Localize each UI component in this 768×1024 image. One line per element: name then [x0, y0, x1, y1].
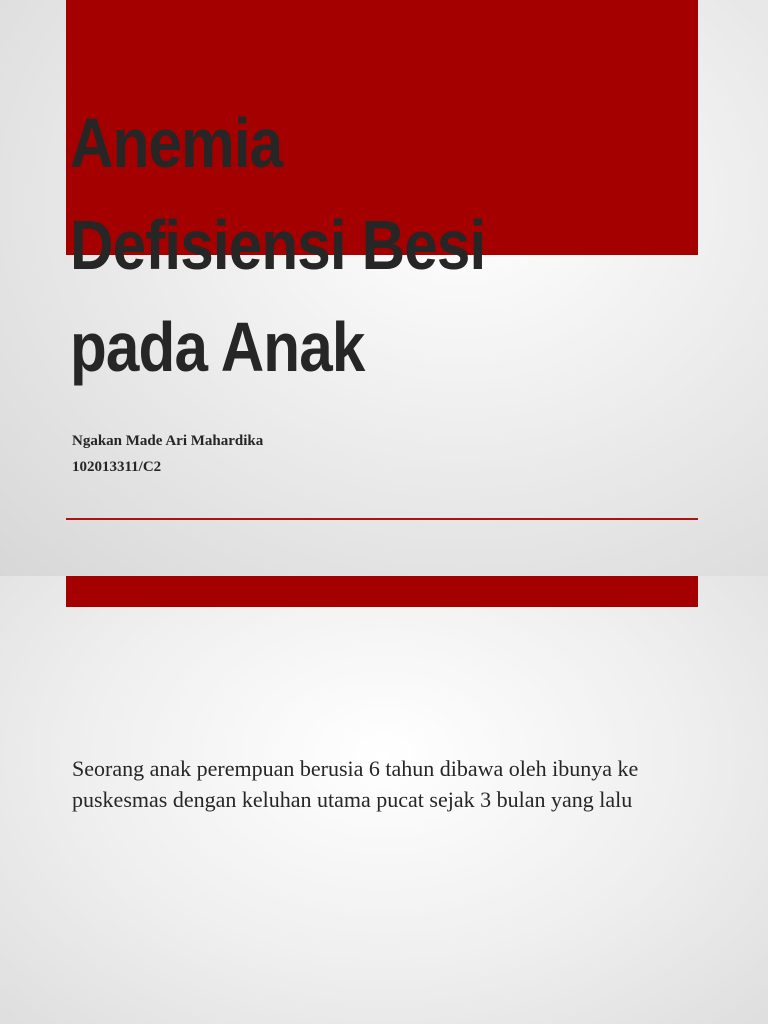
- slide-body-text: Seorang anak perempuan berusia 6 tahun dibawa oleh ibunya ke puskesmas dengan keluhan utama pucat sejak 3 bulan yang lalu: [72, 756, 639, 812]
- title-line-2: Defisiensi Besi: [70, 206, 486, 284]
- title-divider: [66, 518, 698, 520]
- author-block: [72, 428, 263, 480]
- title-line-1: Anemia: [70, 104, 283, 182]
- content-accent-bar: [66, 576, 698, 607]
- title-line-3: pada Anak: [70, 308, 365, 386]
- content-slide: [0, 576, 768, 1024]
- slide-title: [70, 92, 620, 398]
- author-name: Ngakan Made Ari Mahardika: [72, 433, 264, 449]
- author-id: 102013311/C2: [72, 459, 162, 475]
